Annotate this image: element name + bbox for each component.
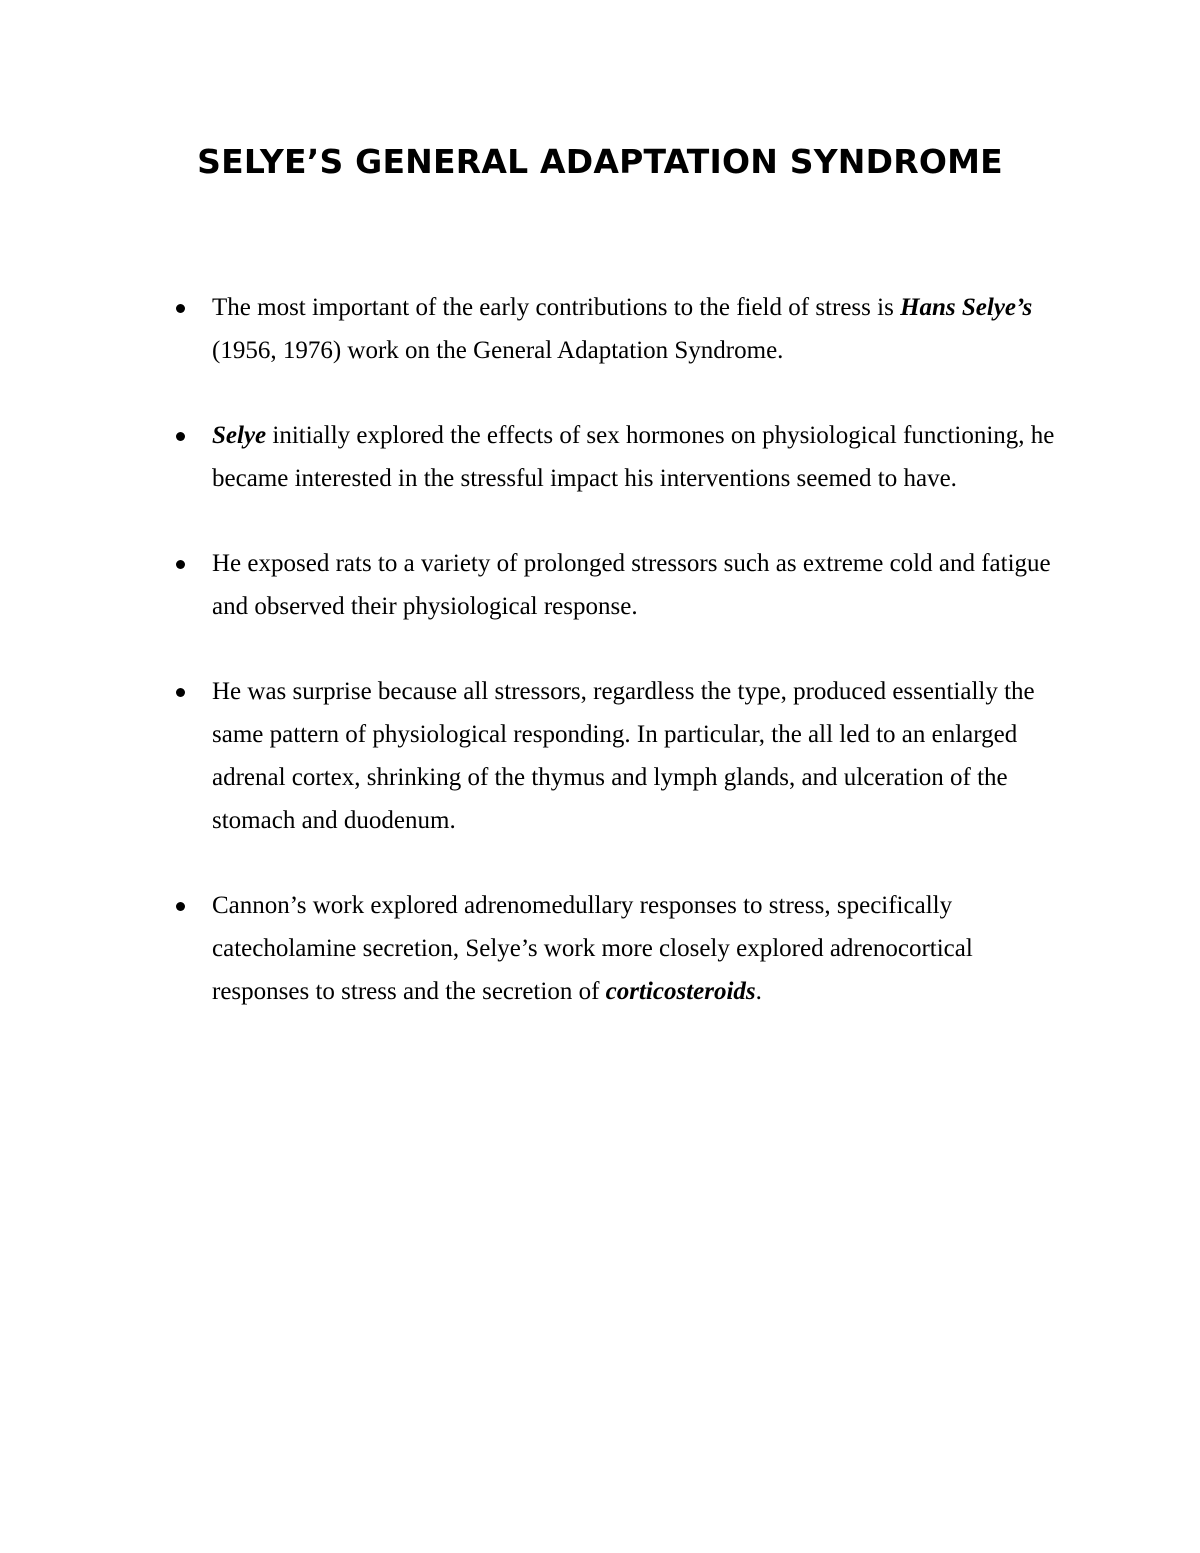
list-item [0, 670, 1200, 842]
list-item [0, 414, 1200, 500]
bullet-text: The most important of the early contributions to the field of stress is Hans Selye’s (1956, 1976) work on the General Adaptation Syndrome. [212, 294, 1033, 364]
list-item [0, 542, 1200, 628]
bullet-icon [176, 560, 185, 569]
emphasized-name: Selye [212, 422, 267, 449]
page-title: SELYE’S GENERAL ADAPTATION SYNDROME [197, 142, 1003, 181]
emphasized-name: Hans Selye’s [900, 294, 1033, 321]
bullet-icon [176, 432, 185, 441]
bullet-icon [176, 688, 185, 697]
emphasized-term: corticosteroids [605, 978, 756, 1005]
bullet-icon [176, 902, 185, 911]
list-item [0, 884, 1200, 1013]
bullet-text: He was surprise because all stressors, regardless the type, produced essentially the same pattern of physiological responding. In particular, the all led to an enlarged adrenal cortex, shrinking of the thymus and lymph glands, and ulceration of the stomach and duodenum. [212, 678, 1035, 834]
list-item [0, 286, 1200, 372]
bullet-text: He exposed rats to a variety of prolonged stressors such as extreme cold and fatigue and observed their physiological response. [212, 550, 1051, 620]
bullet-list [0, 286, 1200, 1055]
bullet-text: Cannon’s work explored adrenomedullary responses to stress, specifically catecholamine secretion, Selye’s work more closely explored adrenocortical responses to stress and the secretion of corticosteroids. [212, 892, 973, 1005]
bullet-text: Selye initially explored the effects of sex hormones on physiological functioning, he became interested in the stressful impact his interventions seemed to have. [212, 422, 1055, 492]
bullet-icon [176, 304, 185, 313]
